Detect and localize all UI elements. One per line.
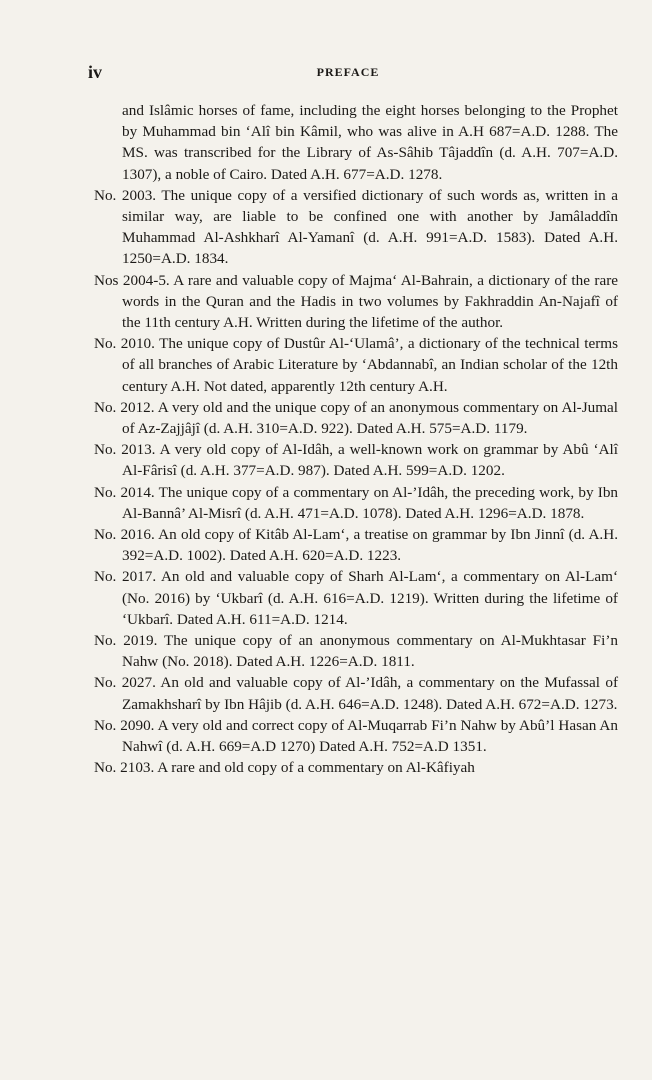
entry-paragraph: [94, 672, 618, 714]
entry-label: No. 2027.: [94, 674, 156, 692]
entry-paragraph: [94, 439, 618, 481]
entry-paragraph: [94, 566, 618, 630]
entry-paragraph: [94, 524, 618, 566]
entry-label: No. 2103.: [94, 759, 155, 777]
entry-text: An old and valuable copy of Al-’Idâh, a commentary on the Mufassal of Zamakhsharî by Ibn Hâjib (d. A.H. 646=A.D. 1248). Dated A.H. 672=A.D. 1273.: [122, 674, 618, 713]
entry-text: The unique copy of a versified dictionary of such words as, written in a similar way, are liable to be confined one with another by Jamâladdîn Muhammad Al-Ashkharî Al-Yamanî (d. A.H. 991=A.D. 1583). Dated A.H. 1250=A.D. 1834.: [122, 186, 618, 268]
entry-text: The unique copy of a commentary on Al-’Idâh, the preceding work, by Ibn Al-Bannâ’ Al-Misrî (d. A.H. 471=A.D. 1078). Dated A.H. 1296=A.D. 1878.: [122, 483, 619, 522]
entry-label: No. 2003.: [94, 186, 157, 204]
entry-paragraph: [94, 333, 618, 397]
entry-text: and Islâmic horses of fame, including the eight horses belonging to the Prophet by Muhammad bin ‘Alî bin Kâmil, who was alive in A.H 687=A.D. 1288. The MS. was transcribed for the Library of As-Sâhib Tâjaddîn (d. A.H. 707=A.D. 1307), a noble of Cairo. Dated A.H. 677=A.D. 1278.: [122, 102, 618, 183]
entry-text: An old and valuable copy of Sharh Al-Lam‘, a commentary on Al-Lam‘ (No. 2016) by ‘Ukbarî (d. A.H. 616=A.D. 1219). Written during the lifetime of ‘Ukbarî. Dated A.H. 611=A.D. 1214.: [122, 568, 618, 628]
entry-paragraph: [94, 630, 619, 672]
document-body: [94, 100, 619, 779]
entry-paragraph: [122, 100, 618, 185]
entry-paragraph: [94, 185, 618, 270]
entry-paragraph: [94, 397, 619, 439]
entry-paragraph: [94, 270, 618, 334]
entry-label: No. 2014.: [94, 483, 155, 501]
entry-text: The unique copy of an anonymous commentary on Al-Mukhtasar Fi’n Nahw (No. 2018). Dated A.H. 1226=A.D. 1811.: [122, 632, 619, 671]
page-number: iv: [88, 62, 103, 82]
entry-label: No. 2019.: [94, 632, 158, 650]
entry-label: No. 2017.: [94, 568, 157, 586]
entry-paragraph: [94, 482, 619, 524]
entry-label: No. 2090.: [94, 716, 155, 734]
page-header: [88, 62, 608, 84]
running-head: PREFACE: [316, 65, 380, 79]
entry-label: No. 2010.: [94, 335, 155, 353]
entry-label: Nos 2004-5.: [94, 271, 170, 289]
entry-paragraph: [94, 757, 618, 778]
entry-label: No. 2013.: [94, 441, 156, 459]
entry-text: The unique copy of Dustûr Al-‘Ulamâ’, a dictionary of the technical terms of all branches of Arabic Literature by ‘Abdannabî, an Indian scholar of the 12th century A.H. Not dated, apparently 12th century A.H.: [122, 335, 618, 395]
entry-label: No. 2016.: [94, 526, 155, 544]
entry-text: A rare and old copy of a commentary on Al-Kâfiyah: [157, 759, 475, 777]
entry-text: A very old and the unique copy of an anonymous commentary on Al-Jumal of Az-Zajjâjî (d. A.H. 310=A.D. 922). Dated A.H. 575=A.D. 1179.: [122, 398, 619, 438]
entry-text: An old copy of Kitâb Al-Lam‘, a treatise on grammar by Ibn Jinnî (d. A.H. 392=A.D. 1002). Dated A.H. 620=A.D. 1223.: [122, 526, 618, 565]
entry-label: No. 2012.: [94, 398, 155, 416]
entry-text: A very old copy of Al-Idâh, a well-known work on grammar by Abû ‘Alî Al-Fârisî (d. A.H. 377=A.D. 987). Dated A.H. 599=A.D. 1202.: [122, 441, 618, 480]
entry-text: A rare and valuable copy of Majma‘ Al-Bahrain, a dictionary of the rare words in the Quran and the Hadis in two volumes by Fakhraddin An-Najafî of the 11th century A.H. Written during the lifetime of the author.: [122, 271, 618, 332]
entry-text: A very old and correct copy of Al-Muqarrab Fi’n Nahw by Abû’l Hasan An Nahwî (d. A.H. 669=A.D 1270) Dated A.H. 752=A.D 1351.: [122, 716, 618, 756]
entry-paragraph: [94, 715, 618, 757]
